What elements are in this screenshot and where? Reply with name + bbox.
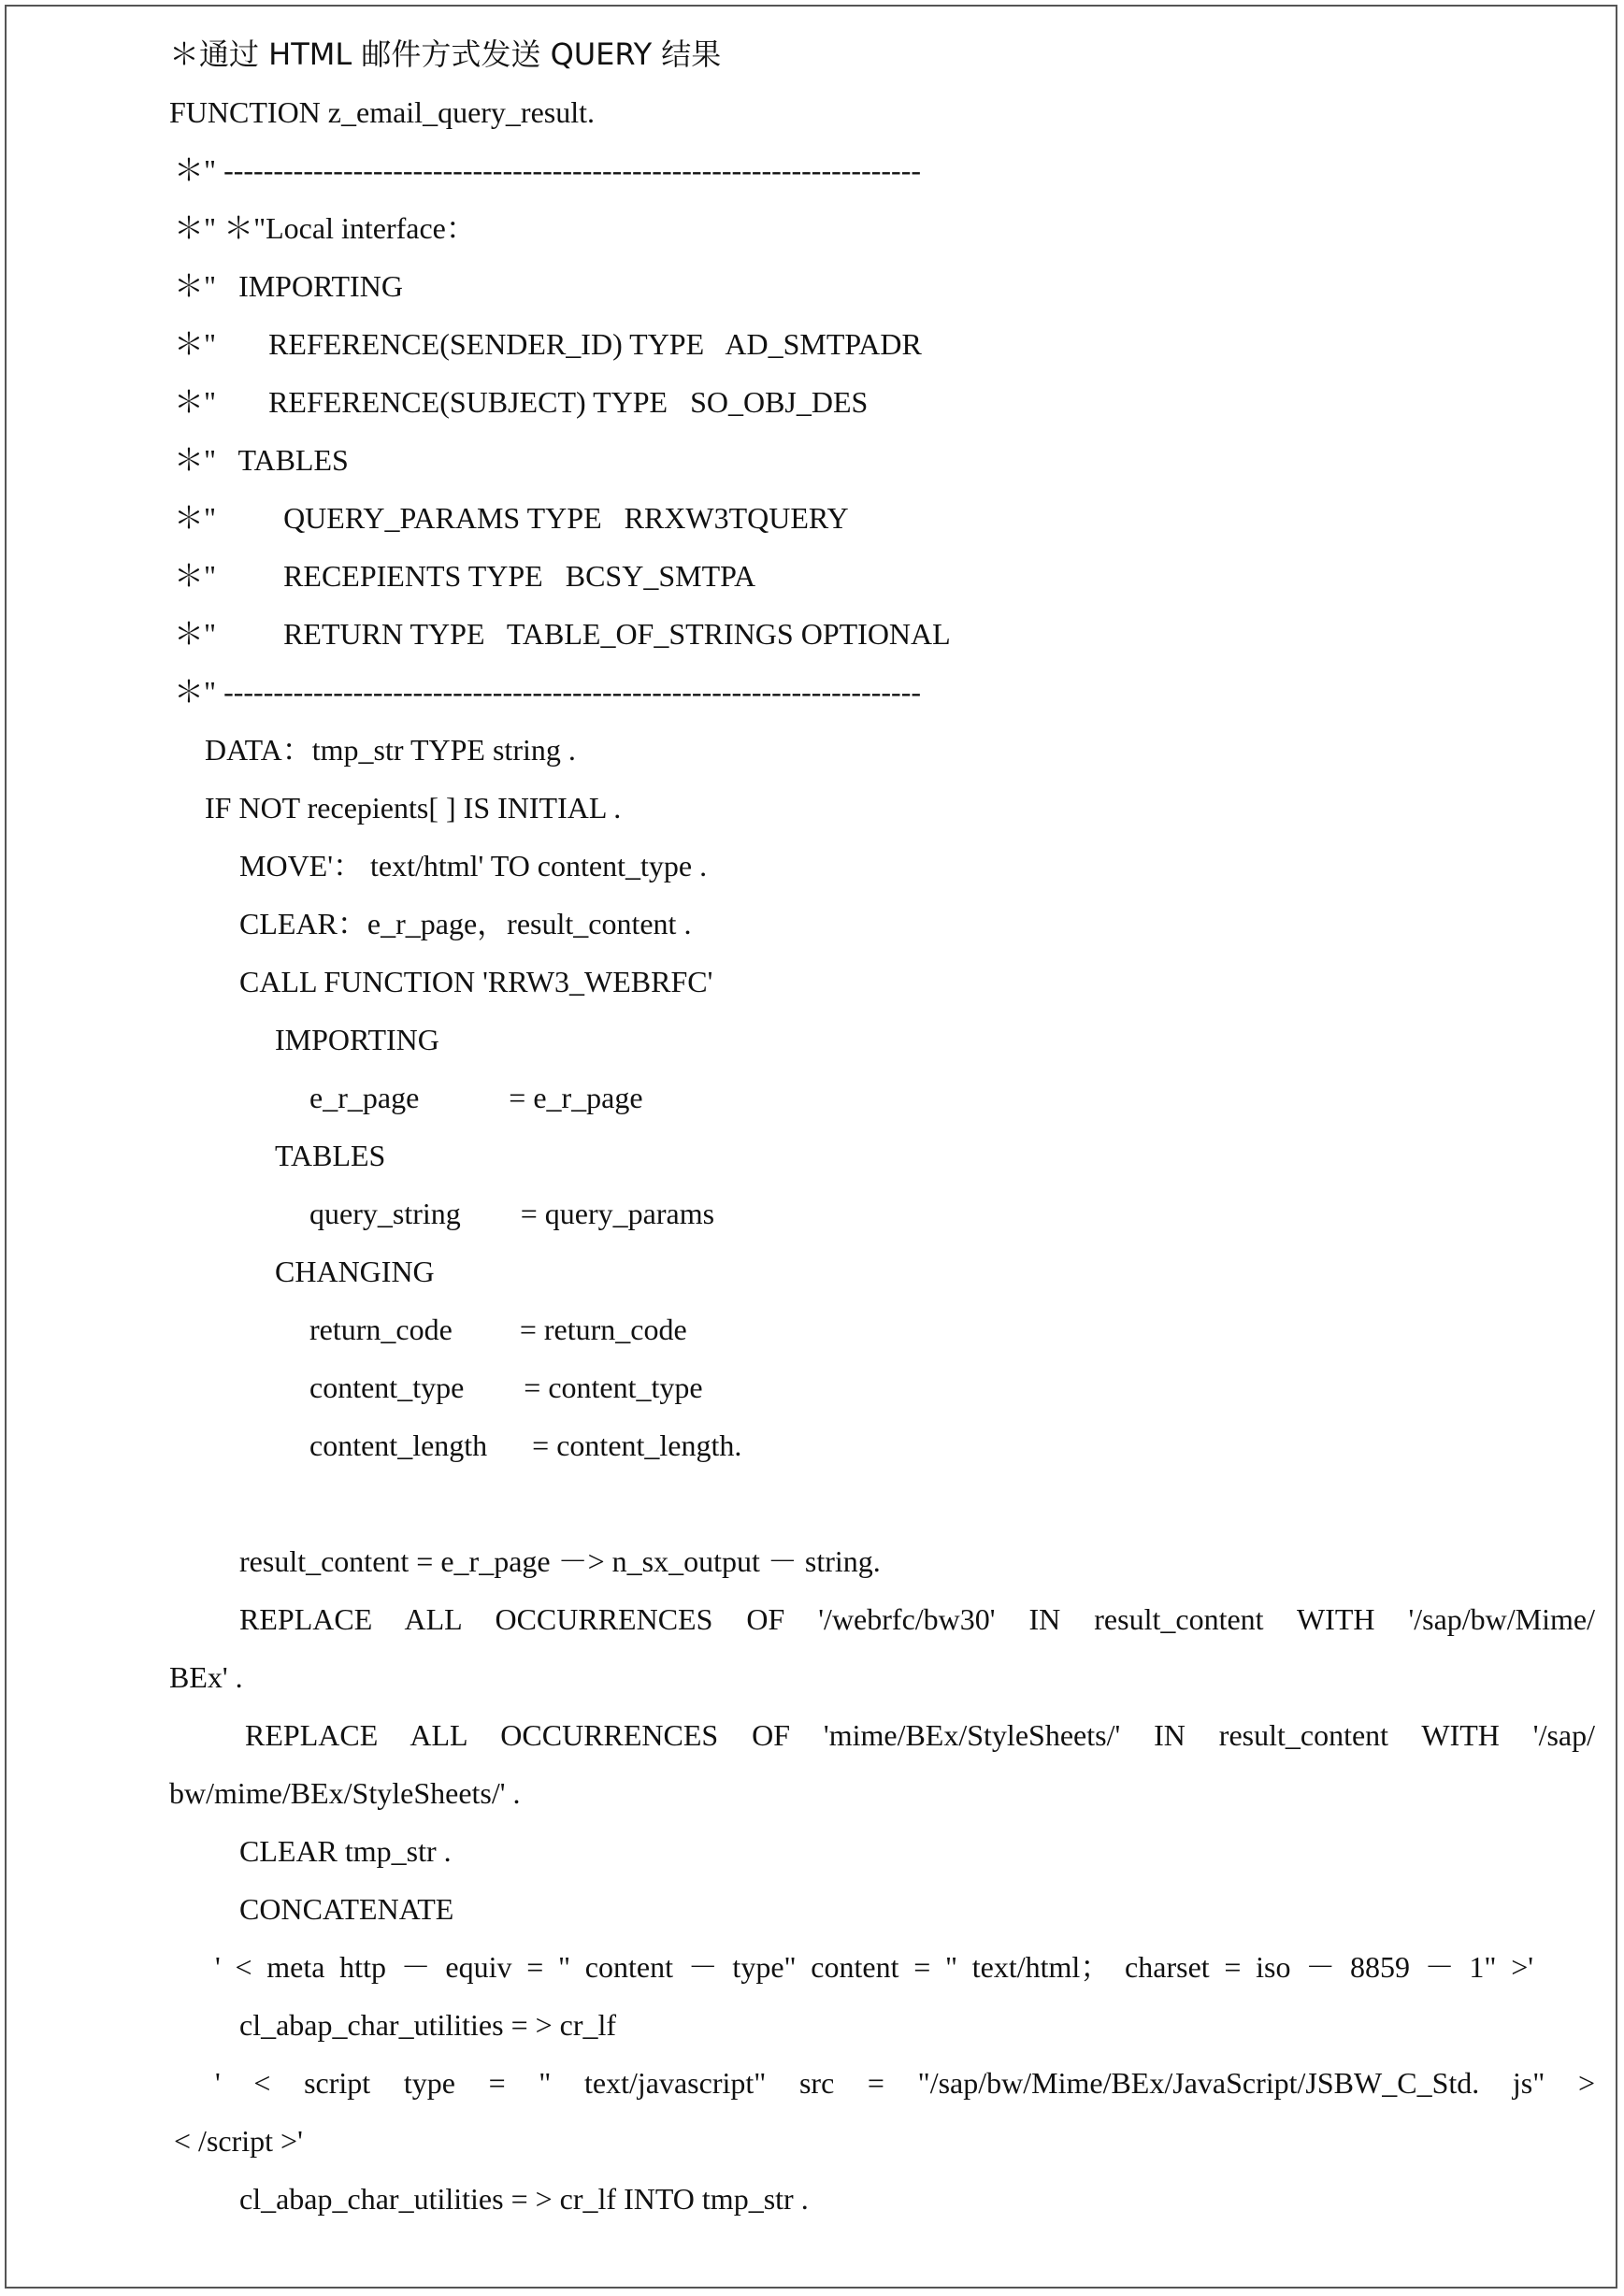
- code-line-meta-string: ' < meta http － equiv = " content － type" content = " text/html； charset = iso － 8859 － 1" >': [215, 1950, 1534, 1984]
- code-line-result-content: result_content = e_r_page －> n_sx_output － string.: [239, 1544, 881, 1578]
- code-line-tables-comment: ＊" TABLES: [174, 443, 349, 477]
- code-line-local-interface: ＊" ＊"Local interface：: [174, 211, 476, 245]
- code-line-clear-page: CLEAR：e_r_page，result_content .: [239, 907, 692, 940]
- code-line-content-type: content_type = content_type: [309, 1370, 703, 1404]
- code-line-clear-tmp: CLEAR tmp_str .: [239, 1834, 452, 1868]
- code-line-subject: ＊" REFERENCE(SUBJECT) TYPE SO_OBJ_DES: [174, 385, 869, 419]
- code-line-tables: TABLES: [275, 1139, 386, 1172]
- code-line-query-string: query_string = query_params: [309, 1197, 715, 1230]
- code-line-return-code: return_code = return_code: [309, 1313, 687, 1346]
- code-line-recepients: ＊" RECEPIENTS TYPE BCSY_SMTPA: [174, 559, 756, 593]
- code-line-concatenate: CONCATENATE: [239, 1892, 454, 1926]
- code-line-cr-lf-into: cl_abap_char_utilities = > cr_lf INTO tmp_str .: [239, 2182, 809, 2216]
- code-line-replace-webrfc-cont: BEx' .: [169, 1660, 243, 1694]
- code-line-replace-webrfc: REPLACE ALL OCCURRENCES OF '/webrfc/bw30' IN result_content WITH '/sap/bw/Mime/: [239, 1602, 1595, 1636]
- code-line-query-params: ＊" QUERY_PARAMS TYPE RRXW3TQUERY: [174, 501, 849, 535]
- code-line-importing: IMPORTING: [275, 1023, 439, 1056]
- code-line-cr-lf-1: cl_abap_char_utilities = > cr_lf: [239, 2008, 617, 2042]
- code-line-separator-top: ＊" ----------------------------------------------------------------------: [174, 153, 922, 187]
- code-line-data-declaration: DATA：tmp_str TYPE string .: [205, 733, 576, 767]
- code-line-heading: ＊通过 HTML 邮件方式发送 QUERY 结果: [169, 36, 722, 72]
- code-line-call-function: CALL FUNCTION 'RRW3_WEBRFC': [239, 965, 713, 998]
- code-line-separator-bottom: ＊" ----------------------------------------------------------------------: [174, 675, 922, 709]
- code-line-script-string: ' < script type = " text/javascript" src = "/sap/bw/Mime/BEx/JavaScript/JSBW_C_Std. js" >: [215, 2066, 1595, 2100]
- code-line-function: FUNCTION z_email_query_result.: [169, 95, 596, 129]
- code-line-return: ＊" RETURN TYPE TABLE_OF_STRINGS OPTIONAL: [174, 617, 951, 651]
- code-line-content-length: content_length = content_length.: [309, 1428, 742, 1462]
- code-line-changing: CHANGING: [275, 1255, 435, 1288]
- code-line-if-not: IF NOT recepients[ ] IS INITIAL .: [205, 791, 622, 825]
- code-line-replace-stylesheets-cont: bw/mime/BEx/StyleSheets/' .: [169, 1776, 521, 1810]
- code-line-replace-stylesheets: REPLACE ALL OCCURRENCES OF 'mime/BEx/StyleSheets/' IN result_content WITH '/sap/: [245, 1718, 1595, 1752]
- code-line-script-string-cont: < /script >': [174, 2124, 303, 2158]
- code-line-e-r-page: e_r_page = e_r_page: [309, 1081, 643, 1114]
- code-line-move: MOVE'： text/html' TO content_type .: [239, 849, 708, 883]
- code-line-importing-comment: ＊" IMPORTING: [174, 269, 403, 303]
- code-line-sender-id: ＊" REFERENCE(SENDER_ID) TYPE AD_SMTPADR: [174, 327, 922, 361]
